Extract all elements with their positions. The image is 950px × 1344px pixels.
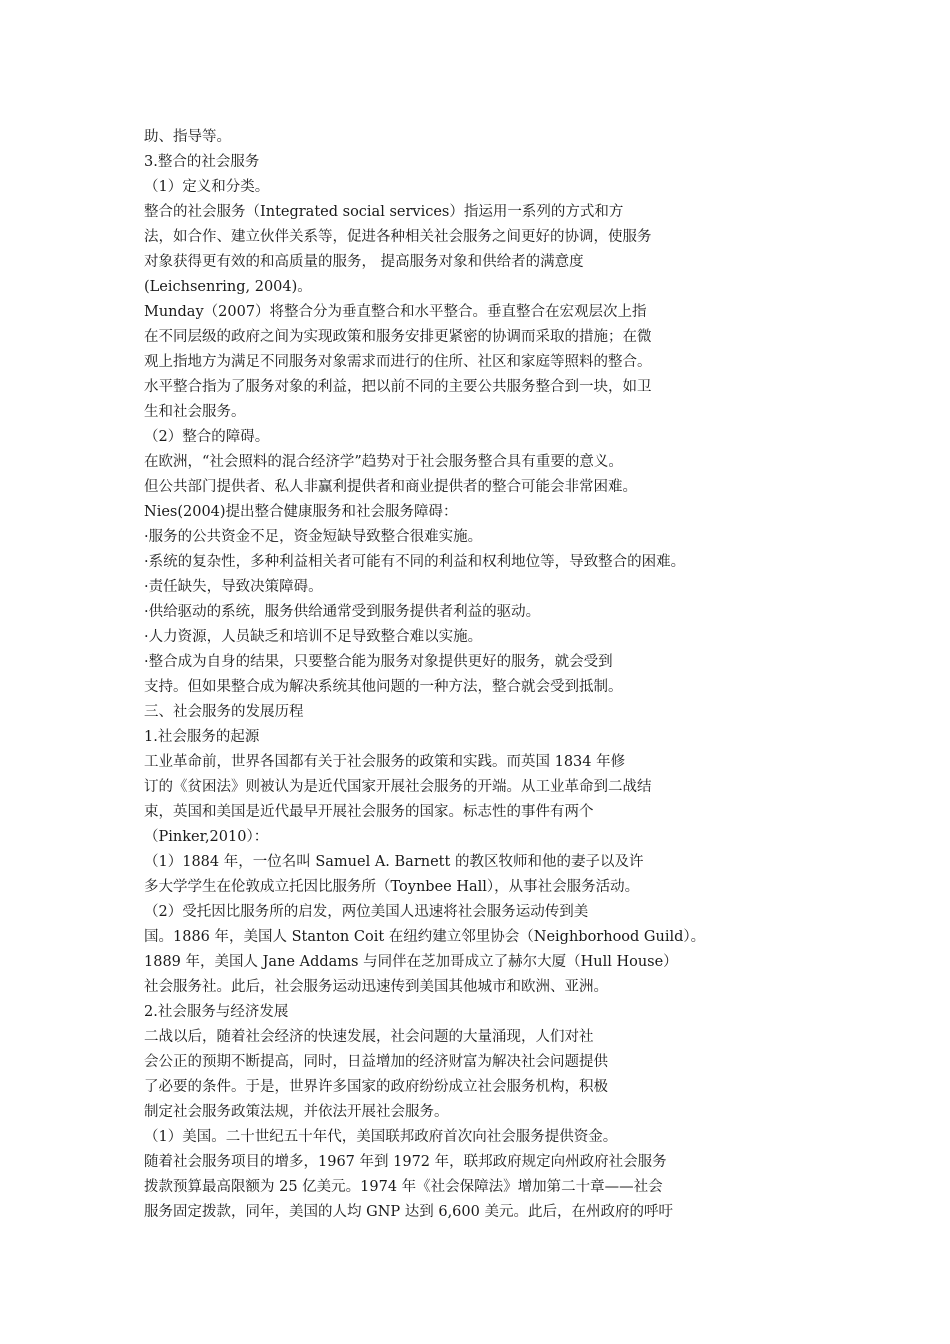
text-line: （Pinker,2010）： xyxy=(144,829,269,845)
text-line: 制定社会服务政策法规，并依法开展社会服务。 xyxy=(144,1104,449,1120)
text-line: 服务固定拨款，同年，美国的人均 GNP 达到 6,600 美元。此后，在州政府的呼吁 xyxy=(144,1204,673,1220)
text-line: Nies(2004)提出整合健康服务和社会服务障碍： xyxy=(144,504,458,520)
text-line: 1.社会服务的起源 xyxy=(144,729,260,745)
text-line: 二战以后，随着社会经济的快速发展，社会问题的大量涌现，人们对社 xyxy=(144,1029,594,1045)
text-line: （1）1884 年，一位名叫 Samuel A. Barnett 的教区牧师和他的妻子以及许 xyxy=(144,854,644,870)
text-line: 在欧洲，“社会照料的混合经济学”趋势对于社会服务整合具有重要的意义。 xyxy=(144,454,623,470)
text-line: 2.社会服务与经济发展 xyxy=(144,1004,289,1020)
text-line: 会公正的预期不断提高，同时，日益增加的经济财富为解决社会问题提供 xyxy=(144,1054,608,1070)
text-line: 整合的社会服务（Integrated social services）指运用一系列的方式和方 xyxy=(144,204,624,220)
text-line: ·责任缺失，导致决策障碍。 xyxy=(144,579,323,595)
text-line: 法，如合作、建立伙伴关系等，促进各种相关社会服务之间更好的协调，使服务 xyxy=(144,229,652,245)
text-line: ·人力资源，人员缺乏和培训不足导致整合难以实施。 xyxy=(144,629,483,645)
text-line: 生和社会服务。 xyxy=(144,404,246,420)
text-line: （2）受托因比服务所的启发，两位美国人迅速将社会服务运动传到美 xyxy=(144,904,589,920)
text-line: 多大学学生在伦敦成立托因比服务所（Toynbee Hall），从事社会服务活动。 xyxy=(144,879,640,895)
text-line: 了必要的条件。于是，世界许多国家的政府纷纷成立社会服务机构，积极 xyxy=(144,1079,608,1095)
document-body xyxy=(144,125,924,1225)
text-line: （1）美国。二十世纪五十年代，美国联邦政府首次向社会服务提供资金。 xyxy=(144,1129,618,1145)
text-line: ·供给驱动的系统，服务供给通常受到服务提供者利益的驱动。 xyxy=(144,604,541,620)
text-line: ·服务的公共资金不足，资金短缺导致整合很难实施。 xyxy=(144,529,483,545)
text-line: 随着社会服务项目的增多，1967 年到 1972 年，联邦政府规定向州政府社会服务 xyxy=(144,1154,667,1170)
text-line: （1）定义和分类。 xyxy=(144,179,270,195)
text-line: 工业革命前，世界各国都有关于社会服务的政策和实践。而英国 1834 年修 xyxy=(144,754,626,770)
text-line: 3.整合的社会服务 xyxy=(144,154,260,170)
text-line: Munday（2007）将整合分为垂直整合和水平整合。垂直整合在宏观层次上指 xyxy=(144,304,647,320)
text-line: 订的《贫困法》则被认为是近代国家开展社会服务的开端。从工业革命到二战结 xyxy=(144,779,652,795)
text-line: 社会服务社。此后，社会服务运动迅速传到美国其他城市和欧洲、亚洲。 xyxy=(144,979,608,995)
text-line: 三、社会服务的发展历程 xyxy=(144,704,304,720)
text-line: 但公共部门提供者、私人非赢利提供者和商业提供者的整合可能会非常困难。 xyxy=(144,479,637,495)
text-line: 拨款预算最高限额为 25 亿美元。1974 年《社会保障法》增加第二十章——社会 xyxy=(144,1179,663,1195)
text-line: ·系统的复杂性，多种利益相关者可能有不同的利益和权利地位等，导致整合的困难。 xyxy=(144,554,686,570)
text-line: 对象获得更有效的和高质量的服务， 提高服务对象和供给者的满意度 xyxy=(144,254,584,270)
text-line: 束，英国和美国是近代最早开展社会服务的国家。标志性的事件有两个 xyxy=(144,804,594,820)
text-line: 观上指地方为满足不同服务对象需求而进行的住所、社区和家庭等照料的整合。 xyxy=(144,354,652,370)
text-line: 支持。但如果整合成为解决系统其他问题的一种方法，整合就会受到抵制。 xyxy=(144,679,623,695)
text-line: 在不同层级的政府之间为实现政策和服务安排更紧密的协调而采取的措施；在微 xyxy=(144,329,652,345)
text-line: 助、指导等。 xyxy=(144,129,231,145)
text-line: 1889 年，美国人 Jane Addams 与同伴在芝加哥成立了赫尔大厦（Hull House） xyxy=(144,954,678,970)
text-line: （2）整合的障碍。 xyxy=(144,429,270,445)
text-line: 水平整合指为了服务对象的利益，把以前不同的主要公共服务整合到一块，如卫 xyxy=(144,379,652,395)
text-line: 国。1886 年，美国人 Stanton Coit 在纽约建立邻里协会（Neighborhood Guild）。 xyxy=(144,929,706,945)
text-line: (Leichsenring, 2004)。 xyxy=(144,279,312,295)
text-line: ·整合成为自身的结果，只要整合能为服务对象提供更好的服务，就会受到 xyxy=(144,654,613,670)
